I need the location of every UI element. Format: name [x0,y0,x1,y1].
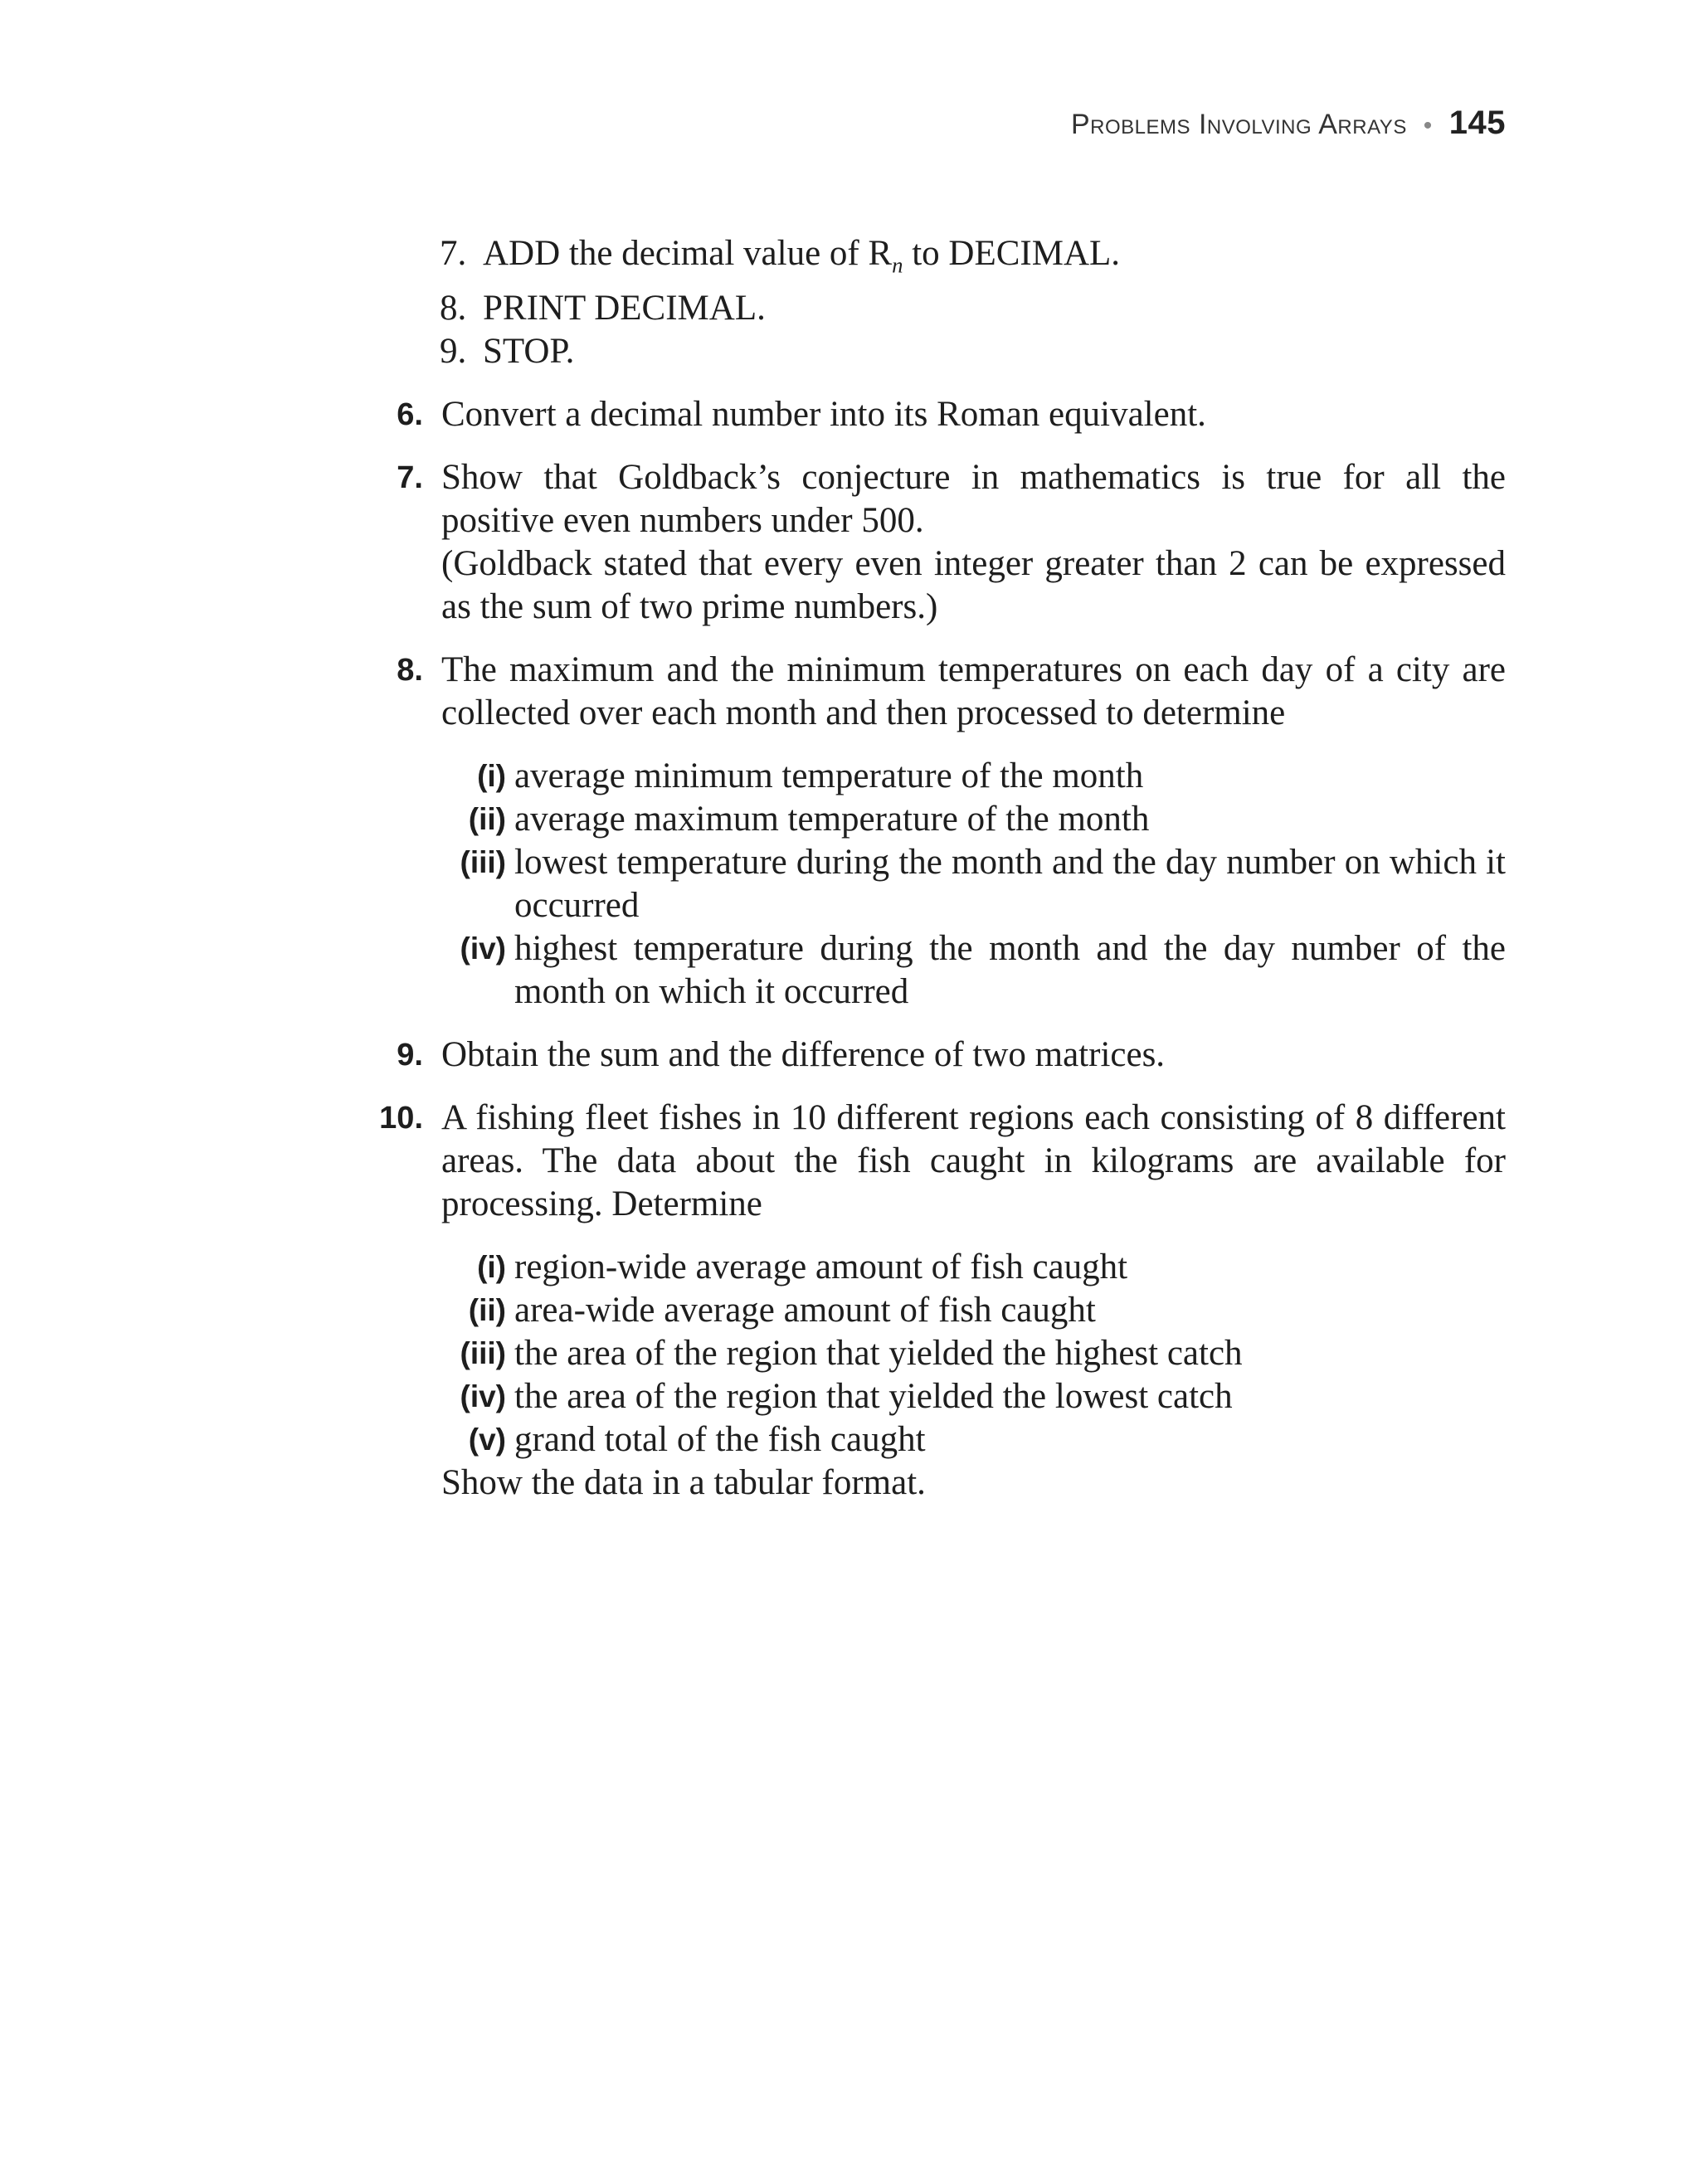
step-text: PRINT DECIMAL. [483,288,766,328]
sub-item-text: average minimum temperature of the month [514,756,1144,795]
problem-9 [340,1034,1506,1077]
problem-text: Show that Goldback’s conjecture in mathematics is true for all the positive even numbers under 500. [441,457,1506,540]
sub-item-label: (iii) [460,844,506,879]
sub-item-label: (iv) [460,931,506,966]
sub-item-text: the area of the region that yielded the highest catch [514,1333,1243,1373]
sub-item [441,1375,1506,1418]
running-title: Problems Involving Arrays [1070,109,1407,140]
sub-item [441,755,1506,798]
problem-number: 9. [397,1037,423,1073]
sub-item [441,1332,1506,1375]
sub-list [441,1246,1506,1462]
algorithm-step [440,232,1506,287]
problem-text: A fishing fleet fishes in 10 different regions each consisting of 8 different areas. The data about the fish caught in kilograms are available for processing. Determine [441,1097,1506,1223]
subscript-n: n [892,252,903,278]
sub-item [441,798,1506,841]
sub-item-label: (iv) [460,1379,506,1413]
problem-number: 6. [397,396,423,432]
problem-text: The maximum and the minimum temperatures on each day of a city are collected over each month and then processed to determine [441,649,1506,732]
algorithm-step [440,330,1506,373]
algorithm-steps [440,232,1506,373]
header-bullet: • [1423,112,1433,139]
step-number: 9. [440,331,467,371]
step-text: ADD the decimal value of $R_n$ to DECIMAL. [483,234,1121,278]
sub-item [441,841,1506,927]
problem-note: (Goldback stated that every even integer greater than 2 can be expressed as the sum of two prime numbers.) [441,543,1506,626]
problem-text: Obtain the sum and the difference of two matrices. [441,1034,1166,1074]
problem-number: 8. [397,652,423,688]
sub-item-text: area-wide average amount of fish caught [514,1290,1096,1330]
sub-item-text: highest temperature during the month and the day number of the month on which it occurred [514,928,1506,1011]
problem-number: 7. [397,460,423,495]
sub-item-label: (ii) [468,801,506,836]
problem-closing: Show the data in a tabular format. [441,1462,926,1502]
step-number: 7. [440,234,467,273]
running-head [1071,105,1506,142]
sub-item-text: the area of the region that yielded the lowest catch [514,1376,1233,1416]
algorithm-step [440,287,1506,330]
sub-item-label: (i) [477,758,506,793]
page-body [340,232,1506,1505]
sub-item-label: (iii) [460,1335,506,1370]
sub-item [441,1418,1506,1462]
page-number: 145 [1448,105,1506,141]
step-number: 8. [440,288,467,328]
problem-7 [340,456,1506,629]
sub-item-text: average maximum temperature of the month [514,799,1150,839]
sub-item [441,927,1506,1014]
sub-item-text: grand total of the fish caught [514,1419,926,1459]
problem-number: 10. [379,1100,423,1136]
step-text: STOP. [483,331,575,371]
sub-item [441,1289,1506,1332]
sub-item [441,1246,1506,1289]
sub-item-label: (i) [477,1249,506,1284]
problem-text: Convert a decimal number into its Roman equivalent. [441,394,1206,434]
problem-6 [340,393,1506,436]
sub-list [441,755,1506,1014]
sub-item-text: lowest temperature during the month and the day number on which it occurred [514,842,1506,925]
problem-8 [340,649,1506,1014]
sub-item-label: (v) [468,1422,506,1457]
sub-item-text: region-wide average amount of fish caught [514,1247,1128,1287]
problem-10 [340,1097,1506,1505]
sub-item-label: (ii) [468,1292,506,1327]
